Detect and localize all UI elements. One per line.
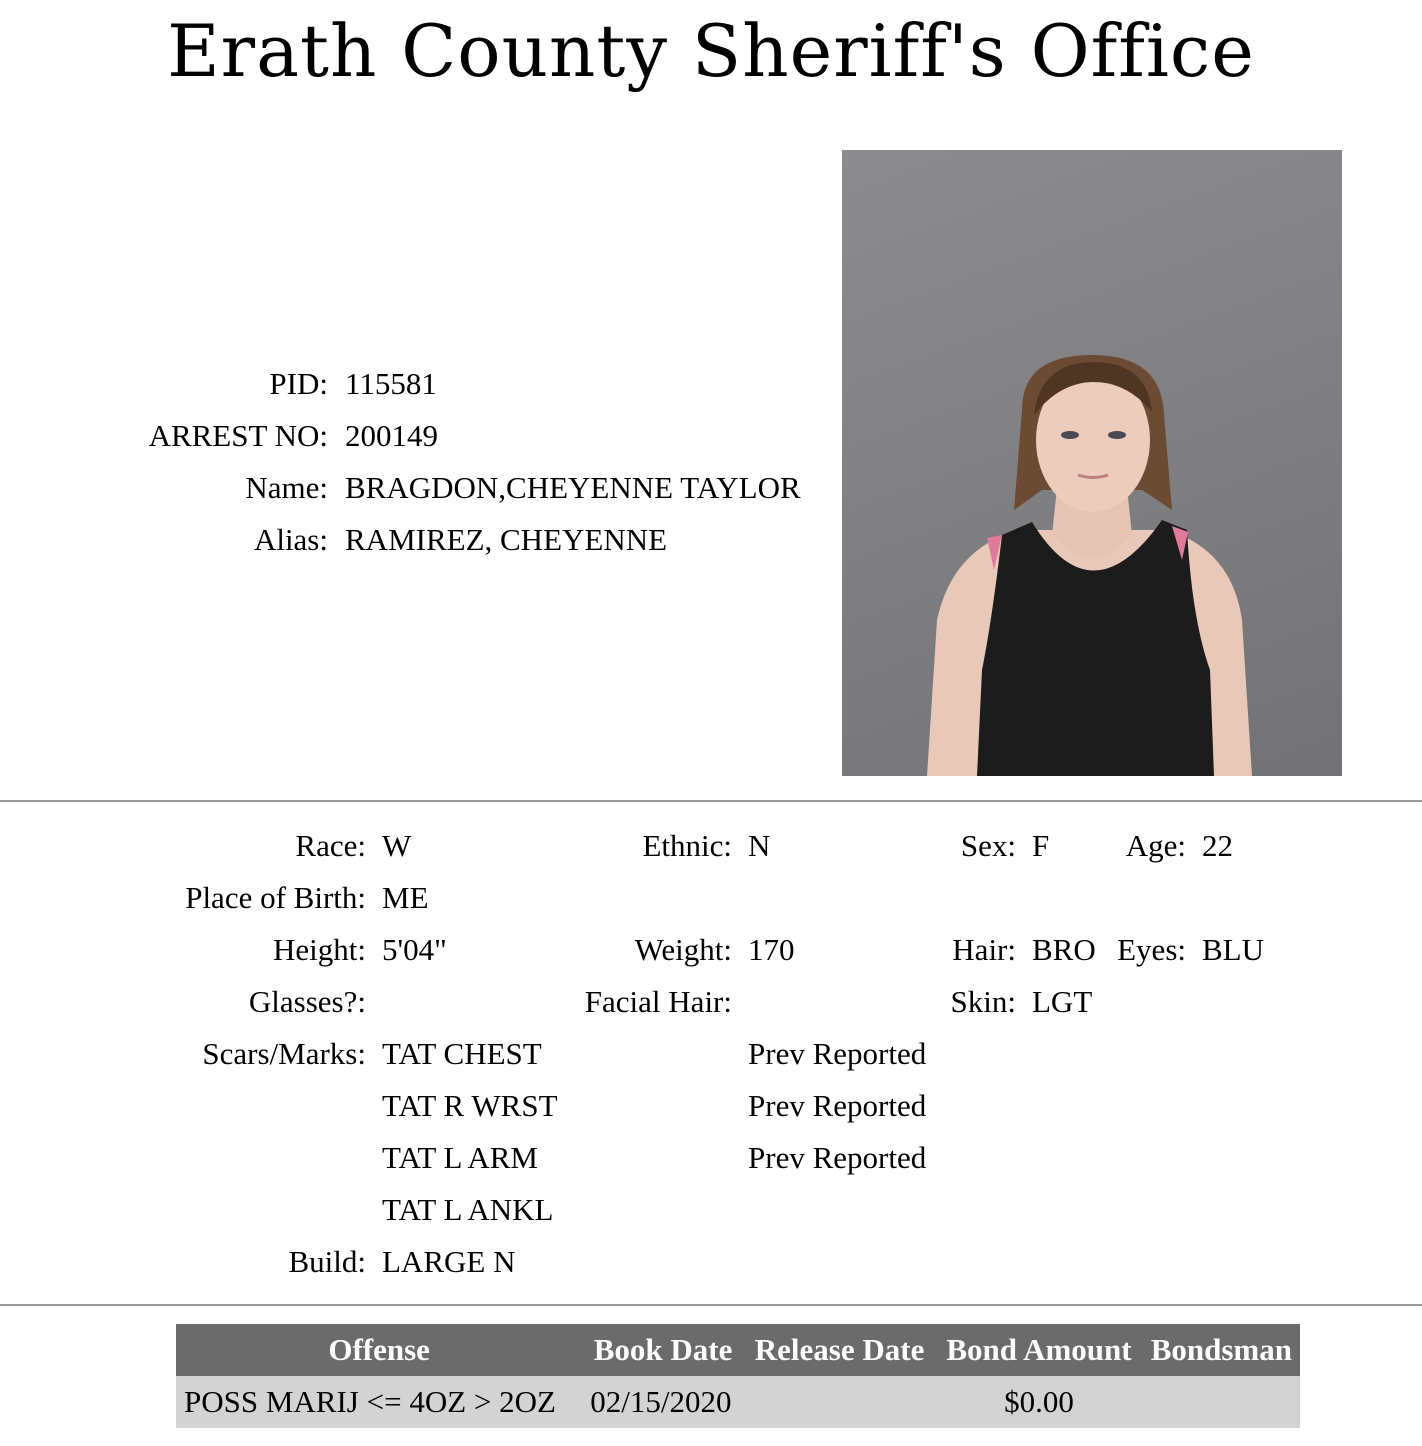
age-label: Age: [1125, 828, 1186, 863]
pid-label: PID: [269, 366, 328, 401]
scar-note: Prev Reported [748, 1088, 927, 1123]
scar-mark: TAT L ARM [382, 1140, 538, 1175]
glasses-label: Glasses?: [248, 984, 366, 1019]
skin-value: LGT [1032, 984, 1093, 1019]
scar-note: Prev Reported [748, 1140, 927, 1175]
weight-label: Weight: [634, 932, 732, 967]
alias-label: Alias: [253, 522, 328, 557]
scar-mark: TAT CHEST [382, 1036, 542, 1071]
booking-photo-figure [842, 150, 1342, 776]
book-date-cell: 02/15/2020 [582, 1376, 744, 1428]
facial-hair-label: Facial Hair: [584, 984, 732, 1019]
scars-marks-label: Scars/Marks: [202, 1036, 366, 1071]
booking-photo [842, 150, 1342, 776]
bond-amount-cell: $0.00 [935, 1376, 1142, 1428]
weight-value: 170 [748, 932, 795, 967]
race-label: Race: [295, 828, 366, 863]
bondsman-cell [1143, 1376, 1300, 1428]
scar-note: Prev Reported [748, 1036, 927, 1071]
sex-label: Sex: [960, 828, 1016, 863]
offense-table-header [176, 1324, 1300, 1376]
separator-bottom [0, 1304, 1422, 1306]
build-value: LARGE N [382, 1244, 516, 1279]
place-of-birth-value: ME [382, 880, 429, 915]
offense-table [176, 1324, 1300, 1428]
release-date-cell [744, 1376, 935, 1428]
ethnic-value: N [748, 828, 771, 863]
column-header-bond-amount: Bond Amount [935, 1324, 1142, 1376]
build-label: Build: [288, 1244, 366, 1279]
skin-label: Skin: [950, 984, 1016, 1019]
pid-value: 115581 [345, 366, 437, 401]
height-value: 5'04" [382, 932, 447, 967]
sex-value: F [1032, 828, 1050, 863]
page-title: Erath County Sheriff's Office [167, 9, 1255, 93]
hair-label: Hair: [952, 932, 1016, 967]
separator-top [0, 800, 1422, 802]
column-header-book-date: Book Date [582, 1324, 744, 1376]
eyes-label: Eyes: [1117, 932, 1186, 967]
name-label: Name: [245, 470, 328, 505]
scar-mark: TAT R WRST [382, 1088, 558, 1123]
height-label: Height: [273, 932, 366, 967]
column-header-offense: Offense [176, 1324, 582, 1376]
ethnic-label: Ethnic: [642, 828, 732, 863]
alias-value: RAMIREZ, CHEYENNE [345, 522, 668, 557]
name-value: BRAGDON,CHEYENNE TAYLOR [345, 470, 801, 505]
column-header-bondsman: Bondsman [1143, 1324, 1300, 1376]
arrest-no-label: ARREST NO: [148, 418, 328, 453]
arrest-no-value: 200149 [345, 418, 438, 453]
hair-value: BRO [1032, 932, 1096, 967]
table-row [176, 1376, 1300, 1428]
place-of-birth-label: Place of Birth: [185, 880, 366, 915]
scar-mark: TAT L ANKL [382, 1192, 554, 1227]
age-value: 22 [1202, 828, 1233, 863]
eyes-value: BLU [1202, 932, 1264, 967]
offense-cell: POSS MARIJ <= 4OZ > 2OZ [176, 1376, 582, 1428]
column-header-release-date: Release Date [744, 1324, 935, 1376]
race-value: W [382, 828, 412, 863]
